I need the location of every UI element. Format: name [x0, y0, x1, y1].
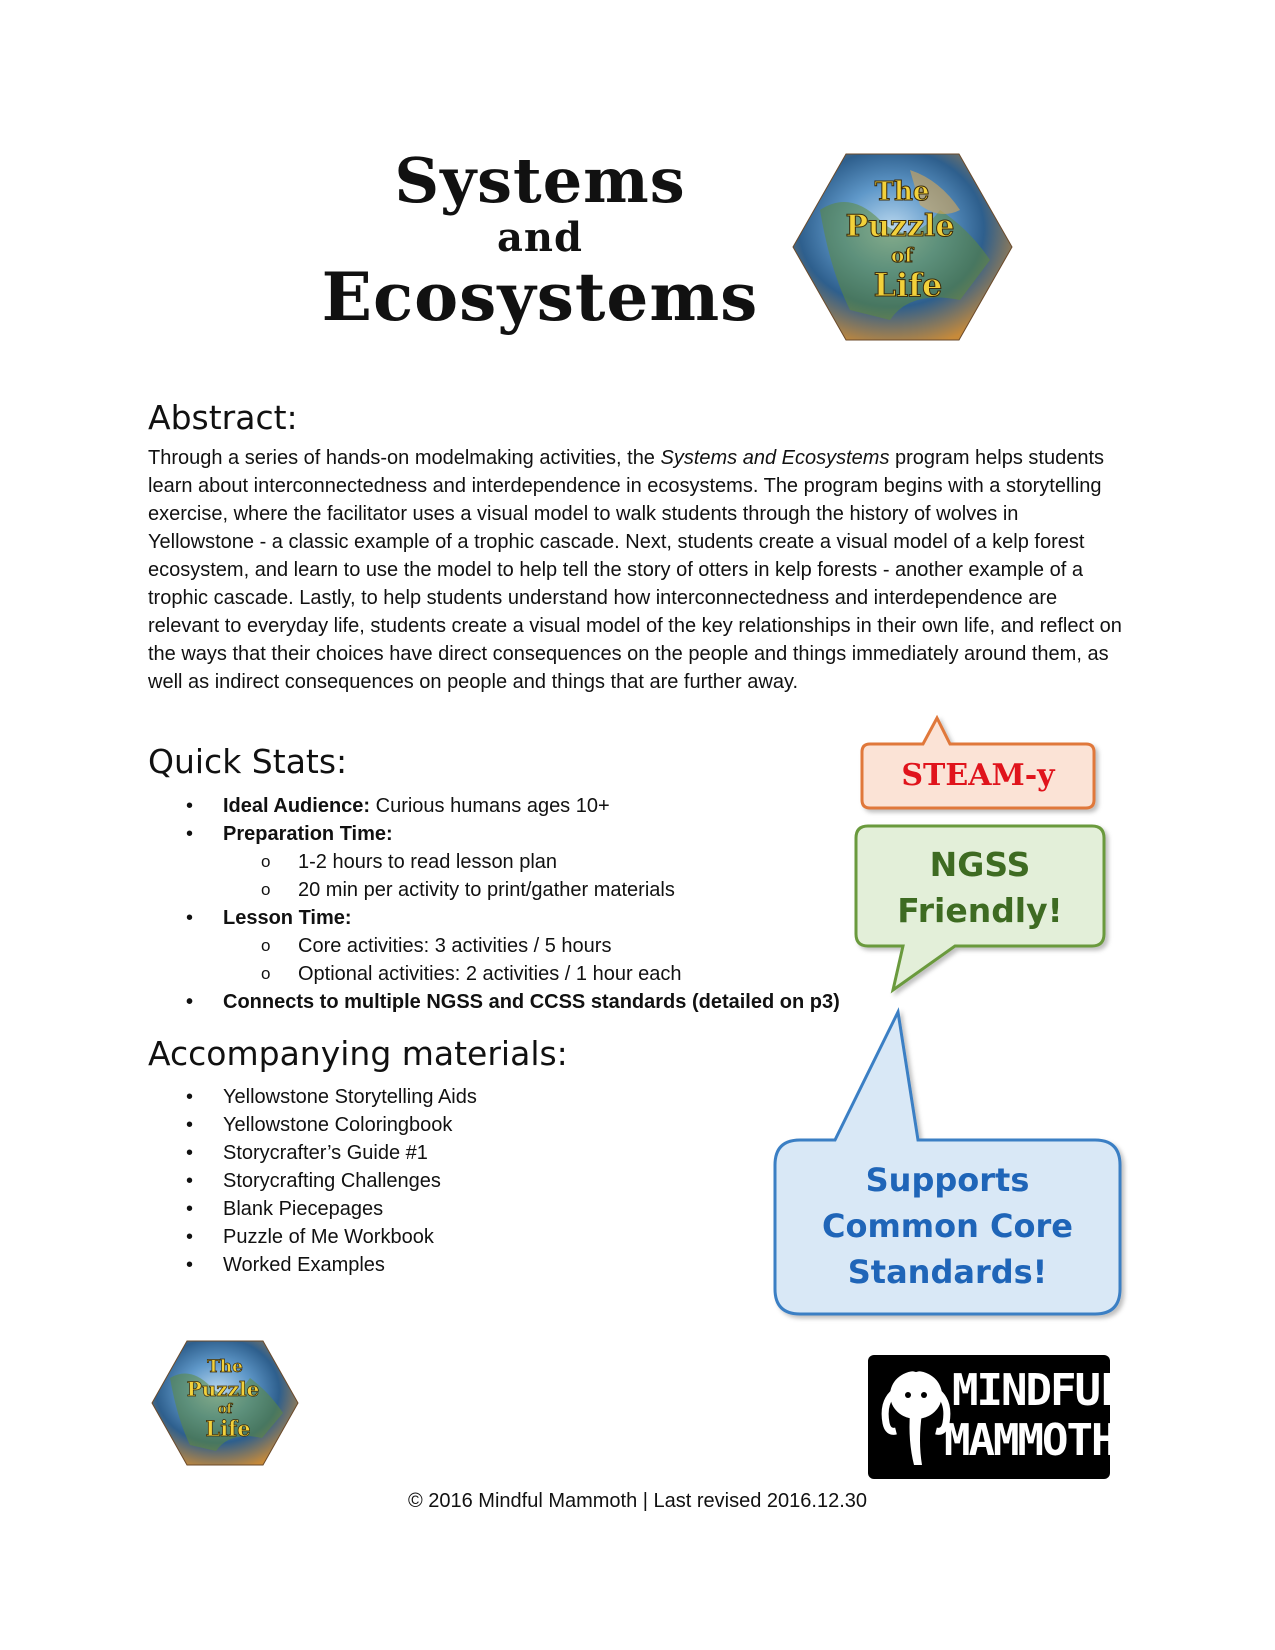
footer-copyright: © 2016 Mindful Mammoth | Last revised 2016.12.30 — [407, 1490, 868, 1512]
quick-stats-heading: Quick Stats: — [148, 742, 348, 781]
cc-line-2: Common Core — [821, 1207, 1073, 1245]
logo-text-of: of — [217, 1402, 233, 1417]
list-item: • Worked Examples — [148, 1251, 477, 1279]
puzzle-of-life-logo-bottom — [150, 1338, 300, 1468]
brand-line-1: MINDFUL — [952, 1365, 1124, 1416]
prep-label: Preparation Time: — [223, 823, 393, 845]
logo-text-the: The — [207, 1357, 243, 1377]
materials-heading: Accompanying materials: — [148, 1034, 568, 1073]
title-line-1: Systems — [394, 144, 686, 217]
steam-label: STEAM-y — [901, 758, 1055, 793]
list-item: o 1-2 hours to read lesson plan — [223, 848, 948, 876]
common-core-label — [775, 1157, 1120, 1295]
ngss-line-2: Friendly! — [897, 891, 1063, 930]
list-item: • Yellowstone Coloringbook — [148, 1111, 477, 1139]
logo-text-puzzle: Puzzle — [845, 209, 955, 244]
list-item: o Core activities: 3 activities / 5 hours — [223, 932, 948, 960]
title-line-3: Ecosystems — [321, 258, 759, 336]
logo-text-of: of — [891, 243, 913, 267]
list-item: • Puzzle of Me Workbook — [148, 1223, 477, 1251]
lesson-label: Lesson Time: — [223, 907, 352, 929]
logo-text-puzzle: Puzzle — [186, 1377, 260, 1401]
list-item: • Blank Piecepages — [148, 1195, 477, 1223]
abstract-program-name: Systems and Ecosystems — [660, 447, 890, 469]
abstract-text-after: program helps students learn about interconnectedness and interdependence in ecosystems. The program begins with a storytelling exercise, where the facilitator uses a visual model to walk students through the history of wolves in Yellowstone - a classic example of a trophic cascade. Next, students create a visual model of a kelp forest ecosystem, and learn to use the model to help tell the story of otters in kelp forests - another example of a trophic cascade. Lastly, to help students understand how interconnectedness and interdependence are relevant to everyday life, students create a visual model of the key relationships in their own life, and reflect on the ways that their choices have direct consequences on the people and things immediately around them, as well as indirect consequences on people and things that are further away. — [148, 447, 1122, 693]
logo-text-the: The — [874, 177, 930, 207]
logo-text-life: Life — [873, 266, 943, 304]
list-item: o Optional activities: 2 activities / 1 hour each — [223, 960, 948, 988]
standards-item: • Connects to multiple NGSS and CCSS standards (detailed on p3) — [148, 988, 948, 1016]
mammoth-icon — [874, 1361, 954, 1473]
list-item: o 20 min per activity to print/gather materials — [223, 876, 948, 904]
cc-line-1: Supports — [865, 1161, 1030, 1199]
ngss-line-1: NGSS — [929, 845, 1031, 884]
list-item: • Storycrafter’s Guide #1 — [148, 1139, 477, 1167]
logo-text-life: Life — [205, 1416, 251, 1441]
abstract-heading: Abstract: — [148, 398, 298, 437]
ngss-label — [856, 842, 1104, 934]
brand-line-2: MAMMOTH — [944, 1415, 1116, 1466]
cc-line-3: Standards! — [847, 1253, 1048, 1291]
list-item: • Yellowstone Storytelling Aids — [148, 1083, 477, 1111]
mindful-mammoth-logo — [868, 1355, 1124, 1479]
audience-label: Ideal Audience: — [223, 795, 371, 817]
audience-value: Curious humans ages 10+ — [370, 795, 610, 817]
list-item: • Storycrafting Challenges — [148, 1167, 477, 1195]
abstract-text-before: Through a series of hands-on modelmaking activities, the — [148, 447, 661, 469]
title-line-2: and — [497, 214, 583, 261]
